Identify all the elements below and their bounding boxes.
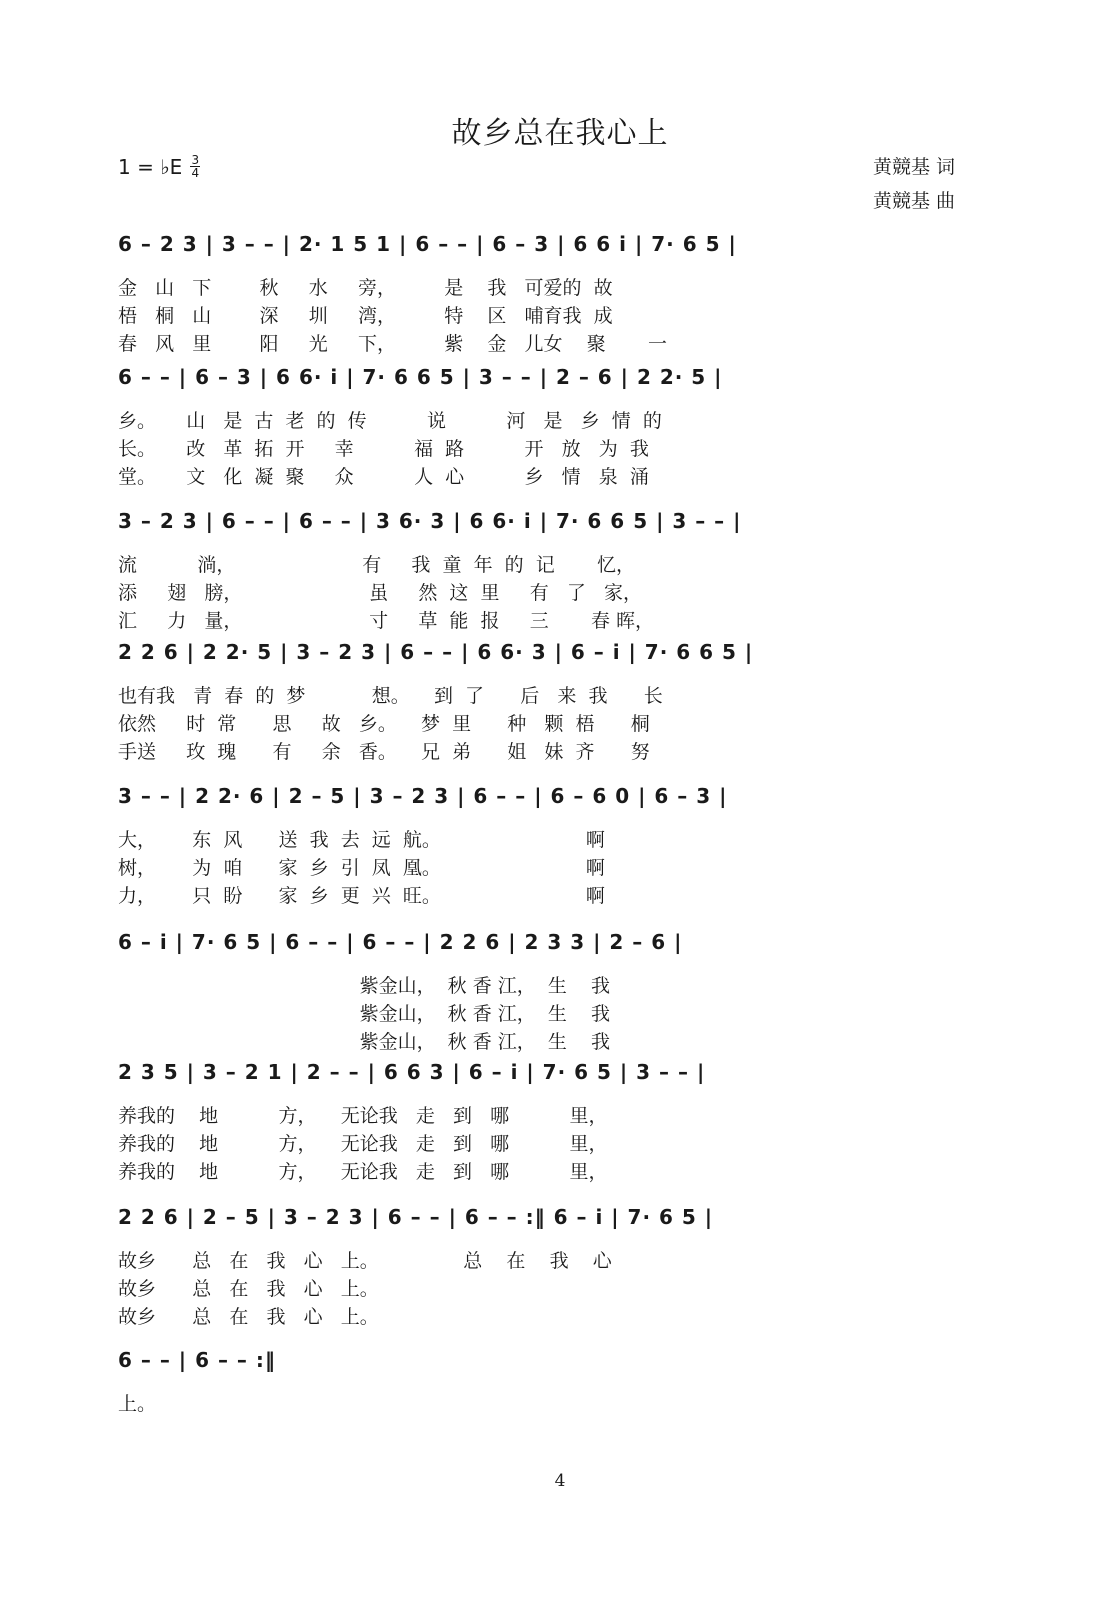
notation-line: 6 – i | 7· 6 5 | 6 – – | 6 – – | 2 2 6 | 2 3 3 | 2 – 6 | [118, 930, 683, 954]
notation-line: 2 2 6 | 2 – 5 | 3 – 2 3 | 6 – – | 6 – – :‖ 6 – i | 7· 6 5 | [118, 1205, 714, 1229]
lyric-verse-3: 力， 只 盼 家 乡 更 兴 旺。 啊 [118, 885, 605, 907]
lyric-verse-1: 大， 东 风 送 我 去 远 航。 啊 [118, 829, 605, 851]
key-signature [118, 154, 200, 179]
lyric-verse-2: 梧 桐 山 深 圳 湾， 特 区 哺育我 成 [118, 305, 613, 327]
page-number: 4 [554, 1471, 566, 1491]
notation-line: 6 – – | 6 – 3 | 6 6· i | 7· 6 6 5 | 3 – – | 2 – 6 | 2 2· 5 | [118, 365, 723, 389]
score-system-9 [118, 1348, 958, 1416]
lyric-verse-2: 紫金山， 秋 香 江， 生 我 [118, 1003, 610, 1025]
score-system-8 [118, 1205, 958, 1329]
lyric-verse-2: 养我的 地 方， 无论我 走 到 哪 里， [118, 1133, 608, 1155]
lyric-verse-2: 长。 改 革 拓 开 幸 福 路 开 放 为 我 [118, 438, 649, 460]
time-signature-top: 3 [191, 153, 200, 167]
composer-credit: 黄競基 曲 [872, 190, 955, 212]
lyric-verse-3: 春 风 里 阳 光 下， 紫 金 儿女 聚 一 [118, 333, 667, 355]
lyric-verse-1: 流 淌， 有 我 童 年 的 记 忆， [118, 554, 636, 576]
lyric-verse-1: 金 山 下 秋 水 旁， 是 我 可爱的 故 [118, 277, 613, 299]
score-system-6 [118, 930, 958, 1054]
score-system-2 [118, 365, 958, 489]
song-title: 故乡总在我心上 [451, 116, 669, 151]
score-system-3 [118, 509, 958, 633]
lyric-verse-3: 故乡 总 在 我 心 上。 [118, 1306, 379, 1328]
lyric-verse-2: 故乡 总 在 我 心 上。 [118, 1278, 379, 1300]
score-system-1 [118, 232, 958, 356]
time-signature [190, 154, 200, 179]
notation-line: 2 3 5 | 3 – 2 1 | 2 – – | 6 6 3 | 6 – i | 7· 6 5 | 3 – – | [118, 1060, 706, 1084]
lyric-verse-3: 汇 力 量， 寸 草 能 报 三 春 晖， [118, 610, 655, 632]
notation-line: 3 – 2 3 | 6 – – | 6 – – | 3 6· 3 | 6 6· i | 7· 6 6 5 | 3 – – | [118, 509, 742, 533]
lyric-verse-2: 依然 时 常 思 故 乡。 梦 里 种 颗 梧 桐 [118, 713, 650, 735]
lyric-verse-1: 也有我 青 春 的 梦 想。 到 了 后 来 我 长 [118, 685, 663, 707]
lyric-verse-1: 乡。 山 是 古 老 的 传 说 河 是 乡 情 的 [118, 410, 662, 432]
lyricist-credit: 黄競基 词 [872, 156, 955, 178]
time-signature-bottom: 4 [191, 166, 200, 180]
lyric-verse-1: 故乡 总 在 我 心 上。 总 在 我 心 [118, 1250, 612, 1272]
notation-line: 2 2 6 | 2 2· 5 | 3 – 2 3 | 6 – – | 6 6· 3 | 6 – i | 7· 6 6 5 | [118, 640, 754, 664]
lyric-verse-1: 养我的 地 方， 无论我 走 到 哪 里， [118, 1105, 608, 1127]
lyric-verse-2: 添 翅 膀， 虽 然 这 里 有 了 家， [118, 582, 642, 604]
score-system-7 [118, 1060, 958, 1184]
notation-line: 6 – – | 6 – – :‖ [118, 1348, 276, 1372]
score-system-5 [118, 784, 958, 908]
lyric-verse-1: 紫金山， 秋 香 江， 生 我 [118, 975, 610, 997]
notation-line: 6 – 2 3 | 3 – – | 2· 1 5 1 | 6 – – | 6 – 3 | 6 6 i | 7· 6 5 | [118, 232, 737, 256]
lyric-verse-3: 紫金山， 秋 香 江， 生 我 [118, 1031, 610, 1053]
lyric-verse-3: 堂。 文 化 凝 聚 众 人 心 乡 情 泉 涌 [118, 466, 649, 488]
key-label: 1 = ♭E [118, 154, 183, 179]
lyric-verse-2: 树， 为 咱 家 乡 引 凤 凰。 啊 [118, 857, 605, 879]
lyric-verse-3: 手送 玫 瑰 有 余 香。 兄 弟 姐 妹 齐 努 [118, 741, 650, 763]
lyric-verse-1: 上。 [118, 1393, 157, 1415]
score-system-4 [118, 640, 958, 764]
lyric-verse-3: 养我的 地 方， 无论我 走 到 哪 里， [118, 1161, 608, 1183]
notation-line: 3 – – | 2 2· 6 | 2 – 5 | 3 – 2 3 | 6 – – | 6 – 6 0 | 6 – 3 | [118, 784, 728, 808]
